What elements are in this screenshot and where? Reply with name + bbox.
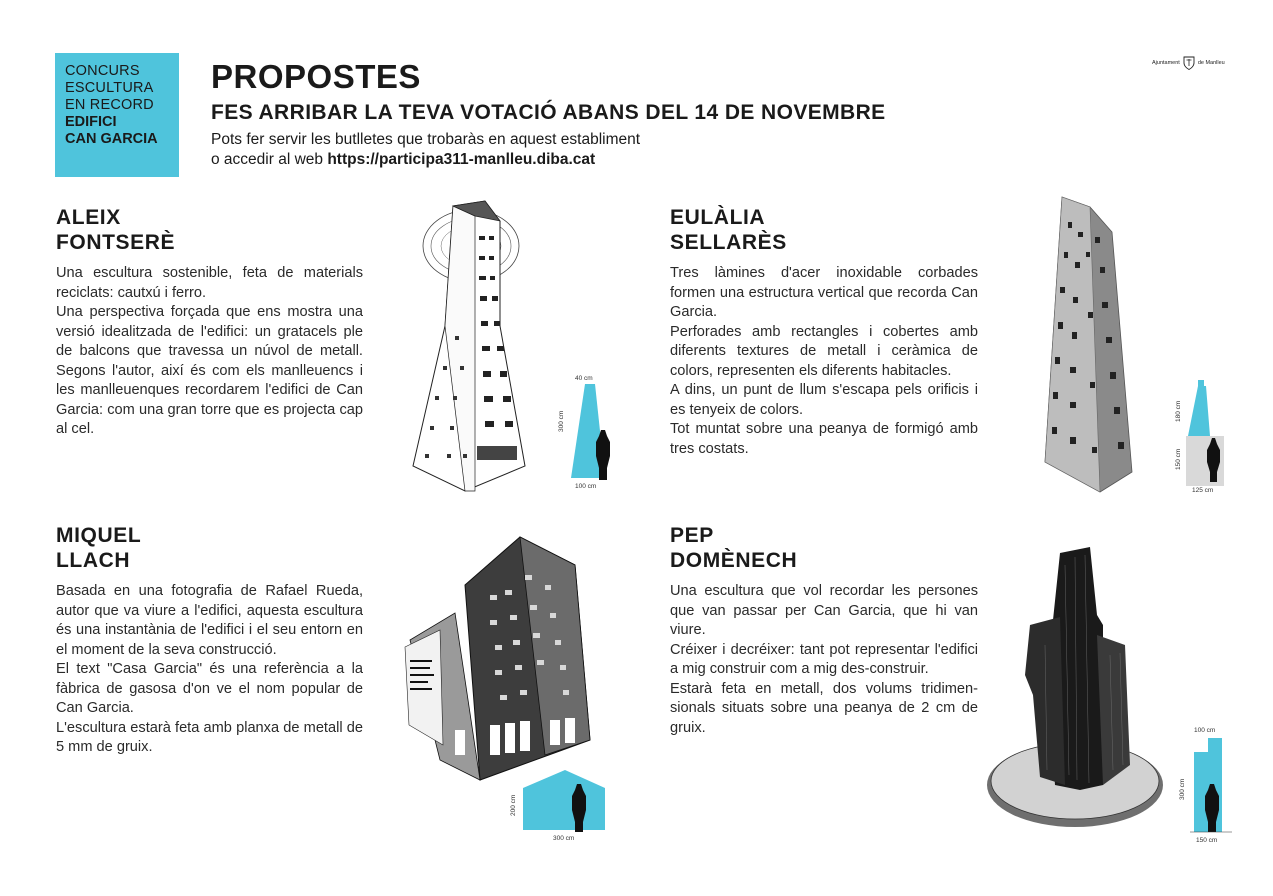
scale-bottom-label: 150 cm bbox=[1196, 837, 1218, 844]
casa-garcia-sculpture-illustration bbox=[395, 535, 615, 785]
description-paragraph: A dins, un punt de llum s'escapa pels orificis i es tenyeix de colors. bbox=[670, 382, 978, 418]
description-paragraph: Una escultura que vol recordar les persones que van passar per Can Garcia, que hi van viure. bbox=[670, 583, 978, 638]
scale-diagram bbox=[1172, 722, 1237, 847]
scale-height-label: 200 cm bbox=[510, 794, 517, 816]
proposal-author-name bbox=[670, 205, 787, 255]
badge-line: EN RECORD bbox=[65, 97, 154, 113]
description-paragraph: Una perspectiva forçada que ens mostra una versió idealitzada de l'edifici: un gratacels ple de balcons que travessa un núvol de metall. Segons l'autor, així és com els manlleuencs i les manlleuenques recordarem l'edifici de Can Garcia: com una gran torre que es projecta cap al cel. bbox=[56, 304, 363, 437]
page-title: PROPOSTES bbox=[211, 58, 421, 95]
description-paragraph: L'escultura estarà feta amb planxa de metall de 5 mm de gruix. bbox=[56, 719, 363, 755]
badge-line: CAN GARCIA bbox=[65, 131, 158, 147]
logo-text-left: Ajuntament bbox=[1152, 60, 1180, 66]
description-paragraph: Estarà feta en metall, dos volums tridimen-sionals situats sobre una peanya de 2 cm de gruix. bbox=[670, 680, 978, 736]
intro-text bbox=[211, 130, 640, 170]
page-subtitle: FES ARRIBAR LA TEVA VOTACIÓ ABANS DEL 14 DE NOVEMBRE bbox=[211, 101, 886, 124]
author-first-name: MIQUEL bbox=[56, 524, 142, 547]
intro-prefix: o accedir al web bbox=[211, 151, 328, 168]
author-first-name: ALEIX bbox=[56, 206, 121, 229]
intro-line: Pots fer servir les butlletes que trobaràs en aquest establiment bbox=[211, 131, 641, 148]
participation-url[interactable]: https://participa311-manlleu.diba.cat bbox=[327, 151, 596, 168]
scale-diagram bbox=[505, 768, 615, 846]
description-paragraph: El text "Casa Garcia" és una referència a la fàbrica de gasosa d'on ve el nom popular de Can Garcia. bbox=[56, 661, 363, 716]
scale-lower-label: 150 cm bbox=[1175, 448, 1182, 470]
scale-diagram bbox=[1170, 378, 1230, 496]
proposal-description bbox=[670, 582, 978, 738]
two-volumes-sculpture-illustration bbox=[985, 545, 1175, 845]
scale-diagram bbox=[555, 372, 625, 492]
proposal-description bbox=[56, 264, 363, 440]
proposal-description bbox=[670, 264, 978, 459]
scale-bottom-label: 100 cm bbox=[575, 483, 597, 490]
logo-text-right: de Manlleu bbox=[1197, 60, 1225, 66]
author-last-name: LLACH bbox=[56, 549, 131, 572]
town-hall-logo bbox=[1152, 56, 1225, 70]
description-paragraph: Basada en una fotografia de Rafael Rueda, autor que va viure a l'edifici, aquesta escultura és una instantània de l'edifici i el seu entorn en el moment de la seva construcció. bbox=[56, 583, 363, 658]
scale-height-label: 300 cm bbox=[1179, 778, 1186, 800]
coat-of-arms-icon bbox=[1183, 56, 1195, 70]
description-paragraph: Tot muntat sobre una peanya de formigó amb tres costats. bbox=[670, 421, 978, 457]
author-first-name: PEP bbox=[670, 524, 714, 547]
description-paragraph: Una escultura sostenible, feta de materials reciclats: cautxú i ferro. bbox=[56, 265, 363, 301]
description-paragraph: Tres làmines d'acer inoxidable corbades formen una estructura vertical que recorda Can Garcia. bbox=[670, 265, 978, 320]
badge-line: ESCULTURA bbox=[65, 80, 154, 96]
description-paragraph: Perforades amb rectangles i cobertes amb diferents textures de metall i ceràmica de colors, representen els diferents habitacles. bbox=[670, 323, 978, 379]
author-last-name: FONTSERÈ bbox=[56, 231, 176, 254]
description-paragraph: Créixer i decréixer: tant pot representar l'edifici a mig construir com a mig des-construir. bbox=[670, 641, 978, 677]
badge-line: EDIFICI bbox=[65, 114, 117, 130]
scale-bottom-label: 125 cm bbox=[1192, 487, 1214, 494]
tower-cloud-sculpture-illustration bbox=[405, 196, 540, 496]
scale-bottom-label: 300 cm bbox=[553, 835, 575, 842]
proposal-author-name bbox=[670, 523, 797, 573]
scale-top-label: 40 cm bbox=[575, 375, 593, 382]
badge-line: CONCURS bbox=[65, 63, 140, 79]
proposal-author-name bbox=[56, 205, 175, 255]
author-last-name: DOMÈNECH bbox=[670, 549, 798, 572]
contest-badge bbox=[55, 53, 179, 177]
scale-upper-label: 180 cm bbox=[1175, 400, 1182, 422]
author-last-name: SELLARÈS bbox=[670, 231, 787, 254]
author-first-name: EULÀLIA bbox=[670, 206, 766, 229]
proposal-description bbox=[56, 582, 363, 758]
scale-height-label: 300 cm bbox=[558, 410, 565, 432]
proposal-author-name bbox=[56, 523, 141, 573]
intro-line bbox=[211, 150, 640, 170]
scale-top-label: 100 cm bbox=[1194, 727, 1216, 734]
perforated-steel-sculpture-illustration bbox=[1040, 192, 1140, 497]
